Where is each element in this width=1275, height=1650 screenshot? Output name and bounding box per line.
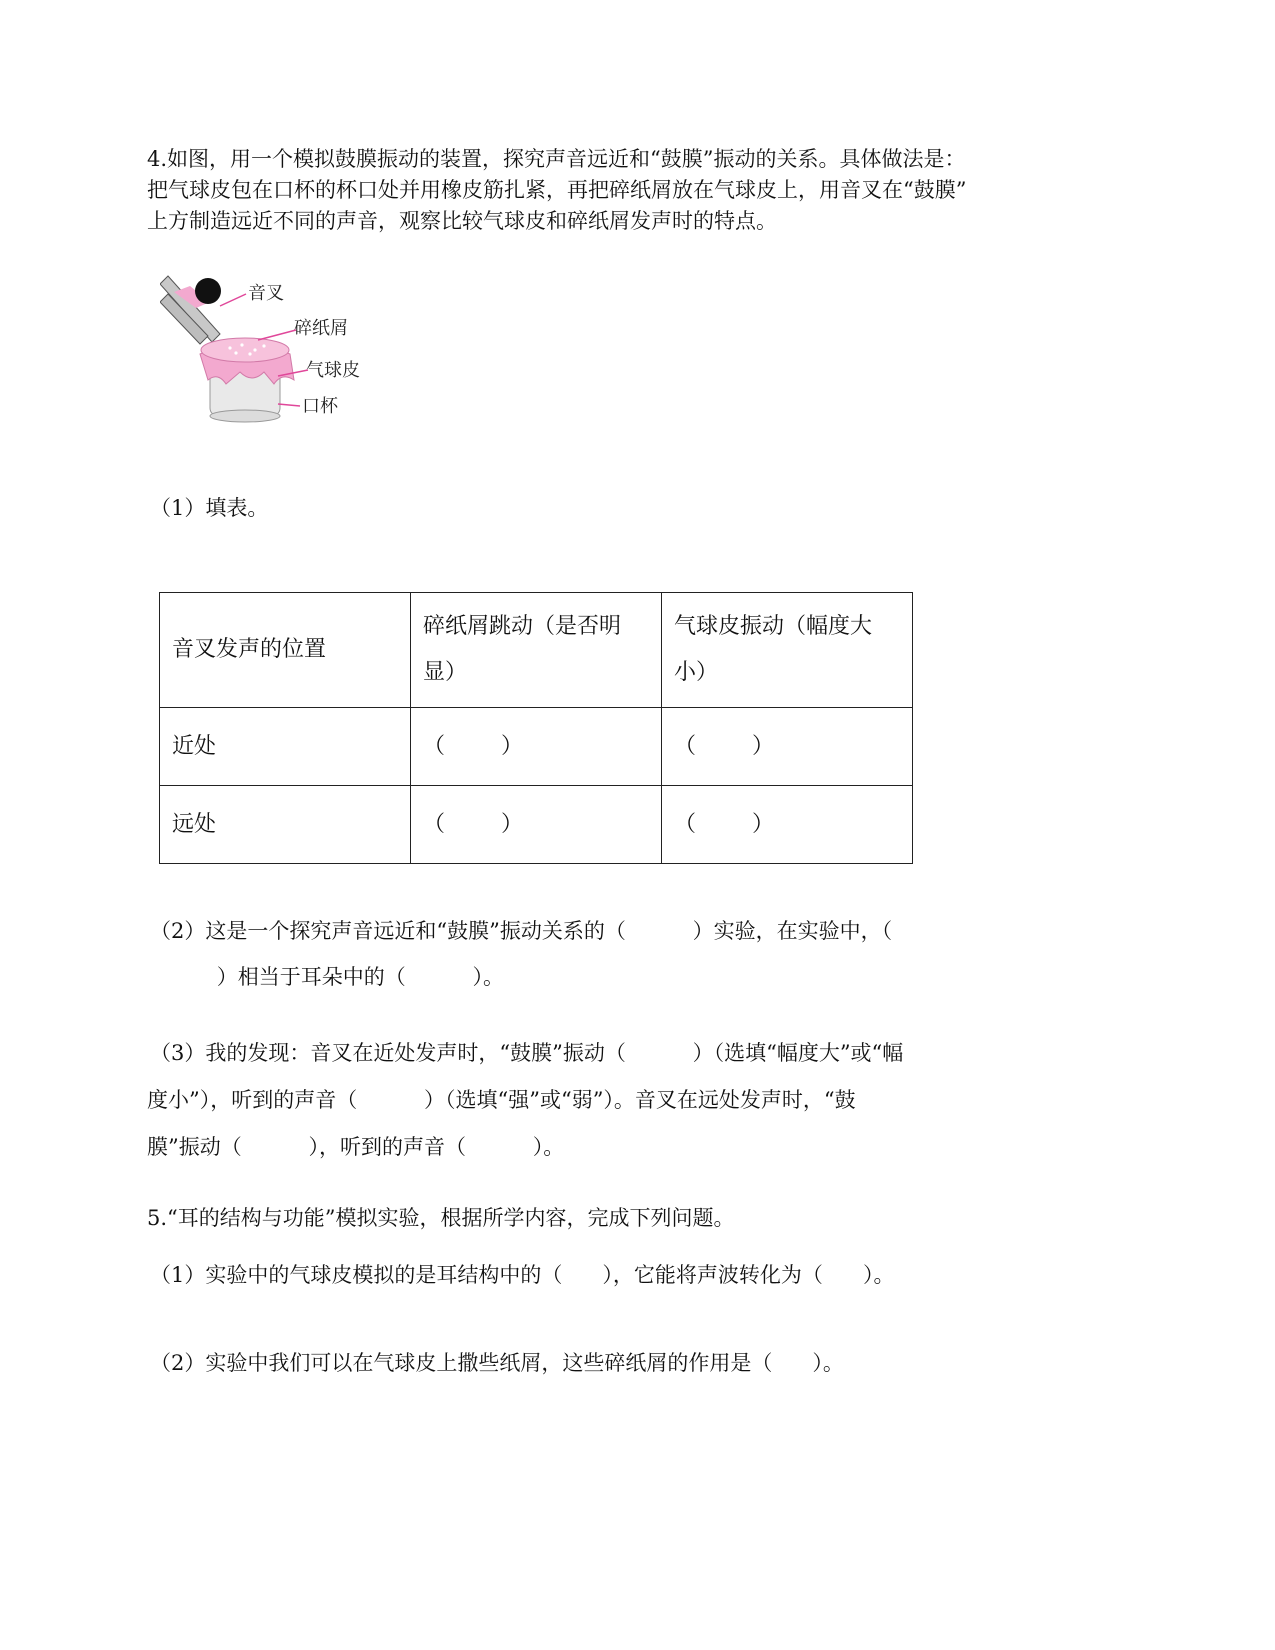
row-label: 近处	[160, 708, 411, 786]
row-label: 远处	[160, 786, 411, 864]
eardrum-model-diagram	[160, 272, 410, 442]
experiment-table	[159, 592, 913, 864]
q4-line-1: 4.如图，用一个模拟鼓膜振动的装置，探究声音远近和“鼓膜”振动的关系。具体做法是：	[147, 147, 966, 171]
answer-blank[interactable]: （ ）	[411, 708, 662, 786]
q4-part3-line-1: （3）我的发现：音叉在近处发声时，“鼓膜”振动（ ）（选填“幅度大”或“幅	[150, 1041, 904, 1065]
header-balloon: 气球皮振动（幅度大小）	[662, 593, 913, 708]
q5-part1: （1）实验中的气球皮模拟的是耳结构中的（ ），它能将声波转化为（ ）。	[150, 1263, 895, 1287]
cup-label: 口杯	[302, 396, 338, 417]
q4-line-2: 把气球皮包在口杯的杯口处并用橡皮筋扎紧，再把碎纸屑放在气球皮上，用音叉在“鼓膜”	[147, 178, 967, 202]
fork-label: 音叉	[248, 283, 284, 304]
q4-line-3: 上方制造远近不同的声音，观察比较气球皮和碎纸屑发声时的特点。	[147, 209, 777, 233]
answer-blank[interactable]: （ ）	[662, 708, 913, 786]
answer-blank[interactable]: （ ）	[411, 786, 662, 864]
header-position: 音叉发声的位置	[160, 593, 411, 708]
table-header-row	[160, 593, 913, 708]
answer-blank[interactable]: （ ）	[662, 786, 913, 864]
q4-part3-line-2: 度小”），听到的声音（ ）（选填“强”或“弱”）。音叉在远处发声时，“鼓	[147, 1088, 856, 1112]
scraps-label-line	[258, 330, 296, 340]
header-scraps: 碎纸屑跳动（是否明显）	[411, 593, 662, 708]
q5-title: 5.“耳的结构与功能”模拟实验，根据所学内容，完成下列问题。	[147, 1206, 735, 1230]
table-row	[160, 786, 913, 864]
tuning-fork-illustration	[160, 276, 221, 344]
q4-part3-line-3: 膜”振动（ ），听到的声音（ ）。	[147, 1135, 565, 1159]
fork-label-line	[220, 294, 246, 306]
q4-part1: （1）填表。	[150, 496, 269, 520]
q4-part2-line-2: ）相当于耳朵中的（ ）。	[150, 965, 505, 989]
balloon-label: 气球皮	[306, 360, 360, 381]
q5-part2: （2）实验中我们可以在气球皮上撒些纸屑，这些碎纸屑的作用是（ ）。	[150, 1351, 844, 1375]
cup-label-line	[278, 404, 300, 406]
q4-part2-line-1: （2）这是一个探究声音远近和“鼓膜”振动关系的（ ）实验，在实验中，（	[150, 919, 893, 943]
cup-with-balloon-illustration	[200, 338, 294, 422]
table-row	[160, 708, 913, 786]
scraps-label: 碎纸屑	[294, 318, 348, 339]
